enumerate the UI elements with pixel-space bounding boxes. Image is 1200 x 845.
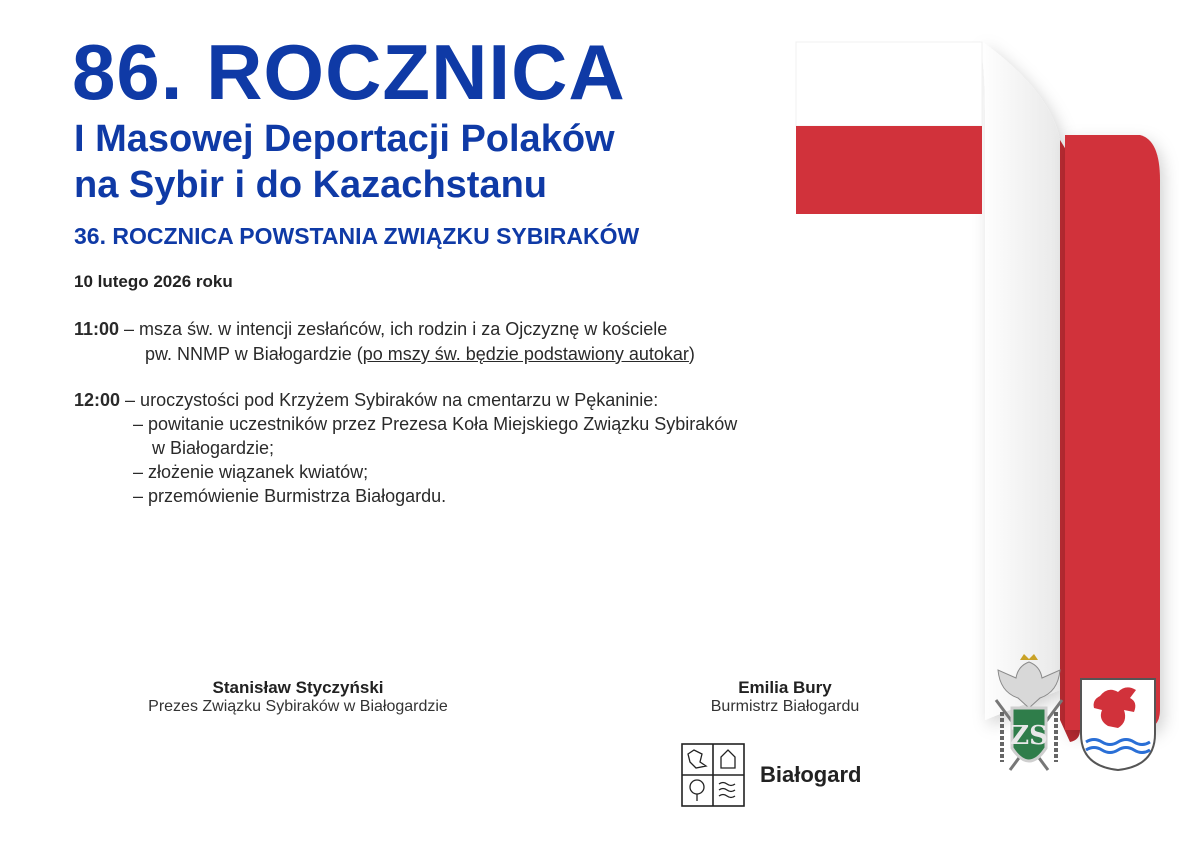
signature-name: Emilia Bury: [738, 678, 832, 697]
signature-left: [98, 678, 498, 716]
schedule-bullet: – złożenie wiązanek kwiatów;: [133, 462, 369, 482]
schedule-bullet: – przemówienie Burmistrza Białogardu.: [133, 486, 447, 506]
subtitle-line-2: na Sybir i do Kazachstanu: [74, 164, 547, 206]
event-date: 10 lutego 2026 roku: [74, 272, 233, 291]
svg-text:ZS: ZS: [1010, 721, 1048, 751]
signature-role: Burmistrz Białogardu: [710, 698, 860, 715]
zwiazek-sybirakow-emblem-icon: [988, 652, 1070, 782]
flag-ribbon: [780, 30, 1200, 750]
schedule-time: 11:00: [74, 319, 120, 339]
schedule-text: – uroczystości pod Krzyżem Sybiraków na cmentarzu w Pękaninie:: [120, 390, 659, 410]
schedule-time: 12:00: [74, 390, 121, 410]
signature-right: [630, 678, 940, 716]
subtitle-anniversary: 36. ROCZNICA POWSTANIA ZWIĄZKU SYBIRAKÓW: [74, 223, 640, 249]
bialogard-griffin-coat-of-arms-icon: [1078, 676, 1158, 772]
schedule-item-2: [74, 389, 658, 412]
schedule-bullet: – powitanie uczestników przez Prezesa Koła Miejskiego Związku Sybiraków: [133, 414, 738, 434]
schedule-text: – msza św. w intencji zesłańców, ich rodzin i za Ojczyznę w kościele: [119, 319, 668, 339]
bus-note-link: po mszy św. będzie podstawiony autokar: [362, 344, 689, 364]
page-title: 86. ROCZNICA: [72, 28, 626, 116]
signature-role: Prezes Związku Sybiraków w Białogardzie: [148, 698, 448, 715]
schedule-text-end: ): [688, 344, 695, 364]
signature-name: Stanisław Styczyński: [212, 678, 384, 697]
bialogard-city-logo-icon: [680, 742, 746, 808]
schedule-text: pw. NNMP w Białogardzie (: [145, 344, 363, 364]
schedule-item-1: [74, 318, 667, 341]
subtitle-line-1: I Masowej Deportacji Polaków: [74, 118, 615, 160]
schedule-item-1-line-2: [145, 343, 695, 366]
bialogard-logo-text: Białogard: [760, 762, 862, 787]
schedule-bullet-continuation: w Białogardzie;: [152, 438, 275, 458]
